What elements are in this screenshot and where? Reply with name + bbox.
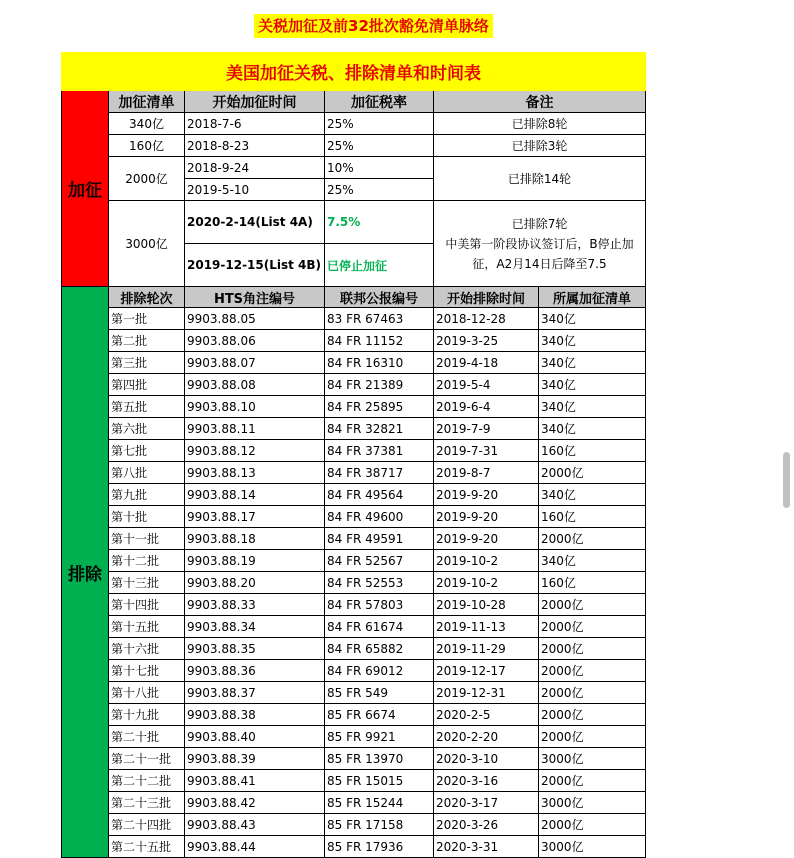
exclusion-hts-cell: 9903.88.11 [185,418,325,440]
exclusion-date-cell: 2019-6-4 [434,396,539,418]
exclusion-fr-cell: 84 FR 11152 [325,330,434,352]
exclusion-hts-cell: 9903.88.13 [185,462,325,484]
exclusion-hts-cell: 9903.88.17 [185,506,325,528]
exclusion-hts-cell: 9903.88.43 [185,814,325,836]
exclusion-fr-cell: 83 FR 67463 [325,308,434,330]
levy-date-cell: 2019-5-10 [185,179,325,201]
exclusion-fr-cell: 84 FR 49591 [325,528,434,550]
exclusion-fr-cell: 84 FR 37381 [325,440,434,462]
exclusion-fr-cell: 84 FR 38717 [325,462,434,484]
exclusion-date-cell: 2018-12-28 [434,308,539,330]
exclusion-list-cell: 160亿 [539,572,646,594]
exclusion-list-cell: 2000亿 [539,814,646,836]
exclusion-round-cell: 第三批 [109,352,185,374]
table-row [62,792,646,814]
levy-note-cell: 已排除14轮 [434,157,646,201]
levy-list-cell: 2000亿 [109,157,185,201]
levy-header-date: 开始加征时间 [185,91,325,113]
table-row [62,836,646,858]
page-title: 关税加征及前32批次豁免清单脉络 [254,14,493,38]
exclusion-round-cell: 第十七批 [109,660,185,682]
exclusion-header-list: 所属加征清单 [539,287,646,308]
table-row [62,440,646,462]
exclusion-hts-cell: 9903.88.44 [185,836,325,858]
exclusion-date-cell: 2020-3-31 [434,836,539,858]
exclusion-hts-cell: 9903.88.37 [185,682,325,704]
exclusion-round-cell: 第六批 [109,418,185,440]
exclusion-header-hts: HTS角注编号 [185,287,325,308]
exclusion-round-cell: 第十八批 [109,682,185,704]
exclusion-list-cell: 160亿 [539,506,646,528]
exclusion-round-cell: 第二十五批 [109,836,185,858]
exclusion-list-cell: 2000亿 [539,616,646,638]
exclusion-fr-cell: 85 FR 17936 [325,836,434,858]
exclusion-header-round: 排除轮次 [109,287,185,308]
levy-section-label: 加征 [62,91,109,287]
levy-note-line: 中美第一阶段协议签订后，B停止加征，A2月14日后降至7.5 [445,236,634,271]
exclusion-fr-cell: 84 FR 32821 [325,418,434,440]
exclusion-round-cell: 第十四批 [109,594,185,616]
levy-header-rate: 加征税率 [325,91,434,113]
exclusion-fr-cell: 84 FR 25895 [325,396,434,418]
exclusion-hts-cell: 9903.88.06 [185,330,325,352]
exclusion-date-cell: 2019-9-20 [434,506,539,528]
exclusion-round-cell: 第二十四批 [109,814,185,836]
exclusion-list-cell: 2000亿 [539,638,646,660]
exclusion-date-cell: 2020-2-5 [434,704,539,726]
table-row [62,682,646,704]
exclusion-list-cell: 2000亿 [539,594,646,616]
exclusion-round-cell: 第十三批 [109,572,185,594]
levy-note-line: 已排除7轮 [511,216,568,231]
exclusion-fr-cell: 84 FR 52567 [325,550,434,572]
exclusion-date-cell: 2019-3-25 [434,330,539,352]
exclusion-round-cell: 第九批 [109,484,185,506]
tariff-table [61,52,646,858]
levy-header-note: 备注 [434,91,646,113]
exclusion-hts-cell: 9903.88.33 [185,594,325,616]
exclusion-date-cell: 2019-12-17 [434,660,539,682]
exclusion-round-cell: 第二十二批 [109,770,185,792]
exclusion-list-cell: 2000亿 [539,770,646,792]
table-row [62,704,646,726]
exclusion-date-cell: 2020-3-17 [434,792,539,814]
exclusion-hts-cell: 9903.88.41 [185,770,325,792]
exclusion-date-cell: 2019-10-28 [434,594,539,616]
table-row [62,506,646,528]
levy-note-cell: 已排除3轮 [434,135,646,157]
exclusion-hts-cell: 9903.88.19 [185,550,325,572]
exclusion-hts-cell: 9903.88.36 [185,660,325,682]
exclusion-list-cell: 340亿 [539,418,646,440]
exclusion-fr-cell: 84 FR 49564 [325,484,434,506]
exclusion-fr-cell: 85 FR 15244 [325,792,434,814]
exclusion-date-cell: 2019-4-18 [434,352,539,374]
levy-list-cell: 3000亿 [109,201,185,287]
levy-list-cell: 340亿 [109,113,185,135]
exclusion-date-cell: 2019-12-31 [434,682,539,704]
table-title: 美国加征关税、排除清单和时间表 [62,53,646,91]
exclusion-date-cell: 2019-7-31 [434,440,539,462]
exclusion-round-cell: 第十二批 [109,550,185,572]
exclusion-list-cell: 2000亿 [539,462,646,484]
vertical-scrollbar[interactable] [780,0,794,845]
exclusion-fr-cell: 84 FR 52553 [325,572,434,594]
exclusion-hts-cell: 9903.88.05 [185,308,325,330]
exclusion-round-cell: 第二批 [109,330,185,352]
table-row [62,572,646,594]
levy-date-cell: 2018-9-24 [185,157,325,179]
exclusion-header-fr: 联邦公报编号 [325,287,434,308]
exclusion-fr-cell: 84 FR 65882 [325,638,434,660]
table-row [62,330,646,352]
levy-note-cell [434,201,646,287]
exclusion-hts-cell: 9903.88.18 [185,528,325,550]
table-row [62,660,646,682]
levy-note-cell: 已排除8轮 [434,113,646,135]
exclusion-date-cell: 2020-3-26 [434,814,539,836]
exclusion-fr-cell: 84 FR 69012 [325,660,434,682]
levy-rate-cell: 25% [325,135,434,157]
exclusion-fr-cell: 85 FR 6674 [325,704,434,726]
levy-rate-cell: 25% [325,113,434,135]
exclusion-round-cell: 第一批 [109,308,185,330]
exclusion-round-cell: 第二十批 [109,726,185,748]
exclusion-date-cell: 2019-8-7 [434,462,539,484]
exclusion-list-cell: 2000亿 [539,682,646,704]
exclusion-date-cell: 2019-9-20 [434,528,539,550]
exclusion-list-cell: 340亿 [539,374,646,396]
table-row [62,462,646,484]
exclusion-fr-cell: 85 FR 9921 [325,726,434,748]
exclusion-list-cell: 3000亿 [539,836,646,858]
exclusion-hts-cell: 9903.88.34 [185,616,325,638]
exclusion-hts-cell: 9903.88.20 [185,572,325,594]
exclusion-round-cell: 第八批 [109,462,185,484]
exclusion-date-cell: 2020-2-20 [434,726,539,748]
levy-date-cell: 2019-12-15(List 4B) [185,244,325,287]
exclusion-fr-cell: 85 FR 549 [325,682,434,704]
table-row [62,418,646,440]
levy-date-cell: 2018-7-6 [185,113,325,135]
exclusion-list-cell: 340亿 [539,352,646,374]
table-row [62,770,646,792]
exclusion-date-cell: 2020-3-10 [434,748,539,770]
table-row [62,748,646,770]
table-row [62,352,646,374]
levy-date-cell: 2018-8-23 [185,135,325,157]
exclusion-date-cell: 2019-11-29 [434,638,539,660]
levy-rate-cell: 已停止加征 [325,244,434,287]
exclusion-list-cell: 3000亿 [539,748,646,770]
exclusion-hts-cell: 9903.88.40 [185,726,325,748]
exclusion-round-cell: 第十六批 [109,638,185,660]
exclusion-round-cell: 第七批 [109,440,185,462]
exclusion-fr-cell: 84 FR 57803 [325,594,434,616]
levy-rate-cell: 7.5% [325,201,434,244]
exclusion-list-cell: 340亿 [539,396,646,418]
exclusion-round-cell: 第十一批 [109,528,185,550]
exclusion-list-cell: 2000亿 [539,726,646,748]
exclusion-hts-cell: 9903.88.12 [185,440,325,462]
exclusion-date-cell: 2019-10-2 [434,550,539,572]
exclusion-hts-cell: 9903.88.08 [185,374,325,396]
exclusion-list-cell: 160亿 [539,440,646,462]
exclusion-date-cell: 2019-10-2 [434,572,539,594]
exclusion-hts-cell: 9903.88.14 [185,484,325,506]
levy-header-list: 加征清单 [109,91,185,113]
exclusion-hts-cell: 9903.88.38 [185,704,325,726]
exclusion-round-cell: 第二十一批 [109,748,185,770]
exclusion-header-date: 开始排除时间 [434,287,539,308]
exclusion-fr-cell: 85 FR 13970 [325,748,434,770]
table-row [62,528,646,550]
exclusion-date-cell: 2019-9-20 [434,484,539,506]
table-row [62,726,646,748]
exclusion-fr-cell: 84 FR 21389 [325,374,434,396]
exclusion-section-label: 排除 [62,287,109,858]
table-row [62,550,646,572]
exclusion-date-cell: 2019-5-4 [434,374,539,396]
scrollbar-thumb[interactable] [783,452,790,508]
exclusion-round-cell: 第十批 [109,506,185,528]
table-row [62,616,646,638]
table-row [62,594,646,616]
exclusion-hts-cell: 9903.88.10 [185,396,325,418]
exclusion-round-cell: 第十五批 [109,616,185,638]
exclusion-date-cell: 2020-3-16 [434,770,539,792]
exclusion-round-cell: 第五批 [109,396,185,418]
exclusion-fr-cell: 84 FR 49600 [325,506,434,528]
exclusion-list-cell: 2000亿 [539,704,646,726]
exclusion-date-cell: 2019-11-13 [434,616,539,638]
table-row [62,814,646,836]
exclusion-hts-cell: 9903.88.39 [185,748,325,770]
exclusion-list-cell: 2000亿 [539,528,646,550]
levy-rate-cell: 25% [325,179,434,201]
exclusion-list-cell: 340亿 [539,550,646,572]
exclusion-round-cell: 第十九批 [109,704,185,726]
exclusion-fr-cell: 84 FR 61674 [325,616,434,638]
exclusion-fr-cell: 85 FR 15015 [325,770,434,792]
exclusion-hts-cell: 9903.88.07 [185,352,325,374]
levy-rate-cell: 10% [325,157,434,179]
exclusion-round-cell: 第二十三批 [109,792,185,814]
exclusion-list-cell: 340亿 [539,484,646,506]
exclusion-hts-cell: 9903.88.35 [185,638,325,660]
exclusion-list-cell: 3000亿 [539,792,646,814]
exclusion-date-cell: 2019-7-9 [434,418,539,440]
exclusion-list-cell: 340亿 [539,308,646,330]
exclusion-fr-cell: 85 FR 17158 [325,814,434,836]
exclusion-list-cell: 2000亿 [539,660,646,682]
table-row [62,374,646,396]
levy-list-cell: 160亿 [109,135,185,157]
exclusion-list-cell: 340亿 [539,330,646,352]
table-row [62,308,646,330]
table-row [62,396,646,418]
table-row [62,638,646,660]
table-row [62,484,646,506]
exclusion-fr-cell: 84 FR 16310 [325,352,434,374]
exclusion-round-cell: 第四批 [109,374,185,396]
levy-date-cell: 2020-2-14(List 4A) [185,201,325,244]
exclusion-hts-cell: 9903.88.42 [185,792,325,814]
